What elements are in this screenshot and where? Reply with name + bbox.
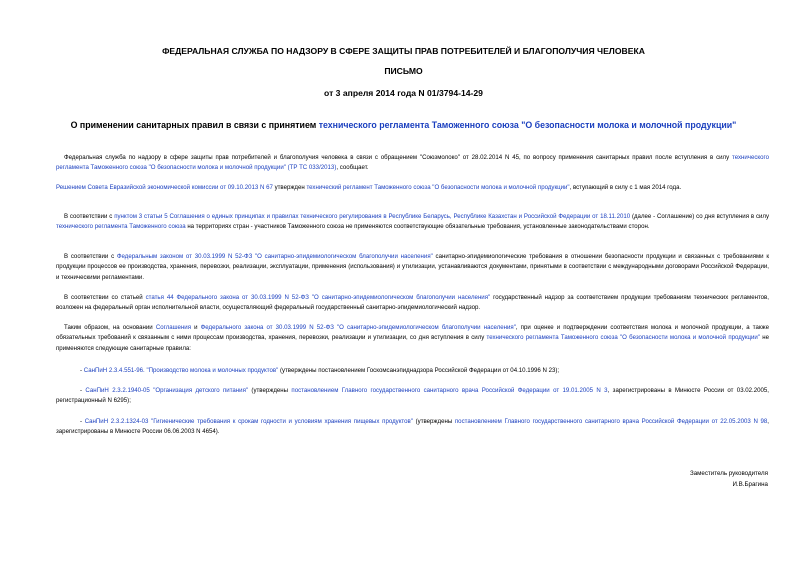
p1-regulation-link[interactable]: технического регламента Таможенного союза "О безопасности молока и молочной продукции" (ТР ТС 033/2013) xyxy=(56,154,769,172)
p4-law-link[interactable]: Федеральным законом от 30.03.1999 N 52-ФЗ "О санитарно-эпидемиологическом благополучии населения" xyxy=(116,253,433,260)
list-item-sanpin-1940 xyxy=(56,386,769,407)
p5-article-link[interactable]: статья 44 Федерального закона от 30.03.1999 N 52-ФЗ "О санитарно-эпидемиологическом благополучии населения" xyxy=(145,294,491,301)
p3-text-3: на территориях стран - участников Таможенного союза не применяются соответствующие обязательные требования, установленные законодательствами сторон. xyxy=(185,223,650,231)
p5-text-2: государственный надзор за соответствием продукции требованиям технических регламентов, возложен на федеральный орган исполнительной власти, осуществляющий федеральный государственный санитарно-эпидемиологический надзор. xyxy=(56,294,769,312)
signature-position: Заместитель руководителя xyxy=(689,470,768,477)
p5-text-1: В соответствии со статьей xyxy=(64,294,146,301)
subject-regulation-link[interactable]: технического регламента Таможенного союза "О безопасности молока и молочной продукции" xyxy=(318,120,737,130)
p6-regulation-link[interactable]: технического регламента Таможенного союза "О безопасности молока и молочной продукции" xyxy=(486,334,760,342)
item3-resolution-link[interactable]: постановлением Главного государственного санитарного врача Российской Федерации от 22.05.2003 N 98 xyxy=(454,418,768,425)
p6-text-2: и xyxy=(191,324,201,331)
item3-text-2: , зарегистрированы в Минюсте России 06.06.2003 N 4654). xyxy=(56,418,769,436)
p2-text-1: утвержден xyxy=(272,184,307,191)
list-item-sanpin-1324 xyxy=(56,417,769,438)
signature-block xyxy=(690,469,768,490)
paragraph-decision xyxy=(56,183,769,193)
p6-agreement-link[interactable]: Соглашения xyxy=(155,324,191,331)
paragraph-state-supervision xyxy=(56,293,769,314)
item3-dash: - xyxy=(80,418,85,425)
p2-text-2: , вступающий в силу с 1 мая 2014 года. xyxy=(569,184,682,191)
p1-text-1: Федеральная служба по надзору в сфере защиты прав потребителей и благополучия человека в связи с обращением "Союзмолоко" от 28.02.2014 N 45, по вопросу применения санитарных правил после вступления в силу xyxy=(64,154,732,161)
date-number-heading: от 3 апреля 2014 года N 01/3794-14-29 xyxy=(324,88,483,98)
p3-text-2: (далее - Соглашение) со дня вступления в силу xyxy=(630,213,770,220)
p2-decision-link[interactable]: Решением Совета Евразийской экономической комиссии от 09.10.2013 N 67 xyxy=(56,184,273,191)
p6-text-1: Таким образом, на основании xyxy=(64,324,156,331)
p3-text-1: В соответствии с xyxy=(64,213,115,220)
p2-regulation-link[interactable]: технический регламент Таможенного союза "О безопасности молока и молочной продукции" xyxy=(306,184,570,191)
item3-sanpin-link[interactable]: СанПиН 2.3.2.1324-03 "Гигиенические требования к срокам годности и условиям хранения пищевых продуктов" xyxy=(84,418,413,425)
p4-text-1: В соответствии с xyxy=(64,253,117,260)
p6-law-link[interactable]: Федерального закона от 30.03.1999 N 52-ФЗ "О санитарно-эпидемиологическом благополучии населения" xyxy=(200,324,516,331)
subject-prefix: О применении санитарных правил в связи с принятием xyxy=(70,120,319,130)
p1-text-2: , сообщает. xyxy=(336,164,369,172)
item1-sanpin-link[interactable]: СанПиН 2.3.4.551-96. "Производство молока и молочных продуктов" xyxy=(83,367,279,374)
p3-regulation-link[interactable]: технического регламента Таможенного союза xyxy=(56,223,186,231)
item2-sanpin-link[interactable]: СанПиН 2.3.2.1940-05 "Организация детского питания" xyxy=(85,387,249,394)
signature-name: И.В.Брагина xyxy=(732,480,768,488)
agency-heading: ФЕДЕРАЛЬНАЯ СЛУЖБА ПО НАДЗОРУ В СФЕРЕ ЗАЩИТЫ ПРАВ ПОТРЕБИТЕЛЕЙ И БЛАГОПОЛУЧИЯ ЧЕЛОВЕКА xyxy=(162,46,645,56)
p4-text-2: санитарно-эпидемиологические требования в отношении безопасности продукции и связанных с требованиями к продукции процессов ее производства, хранения, перевозки, реализации, эксплуатации, применения (использования) и утилизации, устанавливаются документами, принятыми в соответствии с международными договорами Российской Федерации, и техническими регламентами. xyxy=(56,253,770,281)
item1-dash: - xyxy=(80,367,84,374)
document-type-heading: ПИСЬМО xyxy=(384,66,423,76)
item1-text: (утверждены постановлением Госкомсанэпиднадзора Российской Федерации от 04.10.1996 N 23); xyxy=(278,367,560,374)
paragraph-appeal xyxy=(56,153,769,174)
list-item-sanpin-551 xyxy=(56,366,769,376)
subject-line xyxy=(40,120,767,131)
item2-text-2: , зарегистрированы в Минюсте России от 03.02.2005, регистрационный N 6295); xyxy=(56,387,769,405)
item2-text-1: (утверждены xyxy=(248,387,292,394)
p6-text-3: , при оценке и подтверждении соответствия молока и молочной продукции, а также обязательных требований к связанным с ними процессам производства, хранения, перевозки, реализации и утилизации, со дня вступления в силу xyxy=(56,324,769,342)
paragraph-conclusion xyxy=(56,323,769,354)
paragraph-federal-law xyxy=(56,252,769,283)
item3-text-1: (утверждены xyxy=(412,418,455,425)
item2-resolution-link[interactable]: постановлением Главного государственного санитарного врача Российской Федерации от 19.01.2005 N 3 xyxy=(291,387,608,394)
p3-agreement-link[interactable]: пунктом 3 статьи 5 Соглашения о единых принципах и правилах технического регулирования в Республике Беларусь, Республике Казахстан и Российской Федерации от 18.11.2010 xyxy=(114,213,631,220)
paragraph-agreement xyxy=(56,212,769,233)
item2-dash: - xyxy=(80,387,86,394)
p6-text-4: не применяются следующие санитарные правила: xyxy=(56,334,769,352)
